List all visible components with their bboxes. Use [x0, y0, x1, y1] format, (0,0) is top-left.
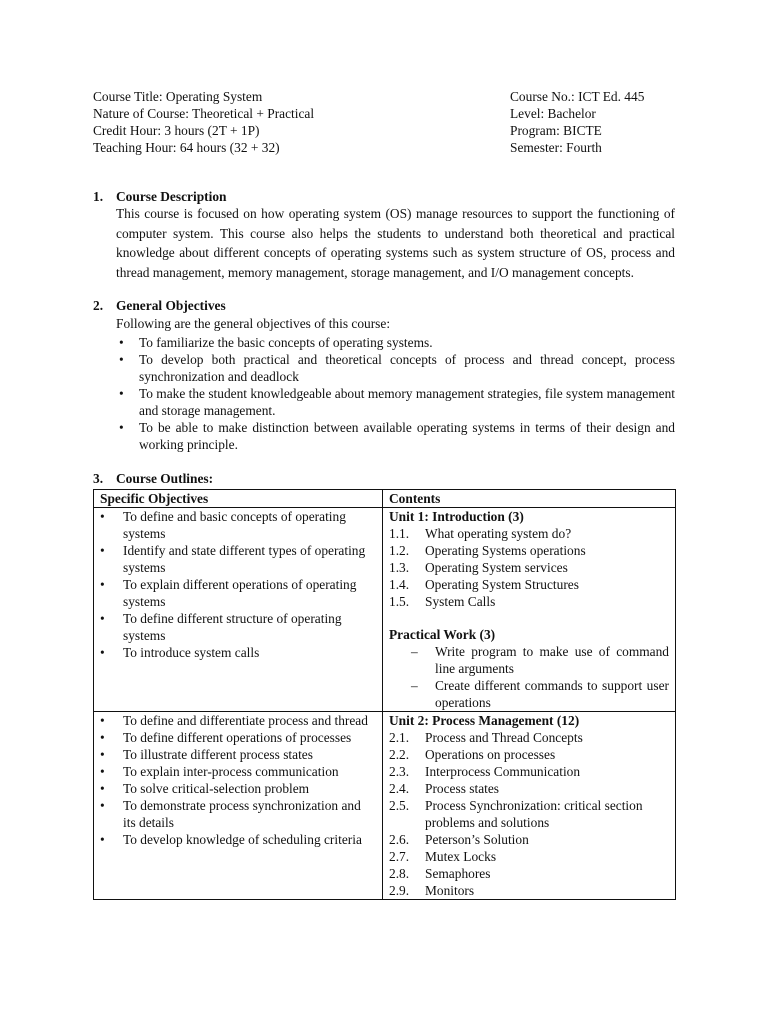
specific-objectives-list — [100, 712, 376, 848]
section-title: Course Description — [116, 189, 227, 204]
course-level: Level: Bachelor — [510, 106, 596, 121]
course-title: Course Title: Operating System — [93, 89, 263, 104]
bullet-icon: • — [100, 832, 105, 847]
section-heading — [93, 188, 675, 205]
topic-item: 2.2. Operations on processes — [389, 747, 556, 762]
teaching-hour: Teaching Hour: 64 hours (32 + 32) — [93, 140, 280, 155]
topic-item: 2.8. Semaphores — [389, 866, 491, 881]
topic-item: 2.1. Process and Thread Concepts — [389, 730, 583, 745]
contents-cell — [383, 508, 676, 712]
list-item: • To define different operations of processes — [100, 730, 352, 745]
section-title: Course Outlines: — [116, 471, 214, 486]
column-header-contents: Contents — [383, 490, 676, 508]
topic-item: 1.1. What operating system do? — [389, 526, 572, 541]
credit-hour: Credit Hour: 3 hours (2T + 1P) — [93, 123, 260, 138]
course-info-right — [510, 88, 644, 156]
list-item: • Identify and state different types of operating systems — [100, 543, 366, 575]
table-row — [94, 712, 676, 900]
list-item: • To explain different operations of operating systems — [100, 577, 357, 609]
unit-title: Unit 1: Introduction (3) — [389, 509, 524, 524]
section-number: 1. — [93, 189, 104, 204]
list-item: • To illustrate different process states — [100, 747, 313, 762]
topic-item: 1.5. System Calls — [389, 594, 496, 609]
bullet-icon: • — [119, 335, 124, 350]
general-objectives-section — [93, 297, 675, 453]
list-item: • To explain inter-process communication — [100, 764, 339, 779]
list-item: • To define different structure of operating systems — [100, 611, 342, 643]
course-info-left — [93, 88, 314, 156]
course-description-text: This course is focused on how operating system (OS) manage resources to support the functioning of computer system. This course also helps the students to understand both theoretical and practical knowledge about different concepts of operating systems such as system structure of OS, process and thread management, memory management, storage management, and I/O management concepts. — [116, 206, 675, 280]
column-header-objectives: Specific Objectives — [94, 490, 383, 508]
contents-cell — [383, 712, 676, 900]
topic-item: 2.4. Process states — [389, 781, 500, 796]
course-program: Program: BICTE — [510, 123, 602, 138]
bullet-icon: • — [100, 764, 105, 779]
bullet-icon: • — [100, 543, 105, 558]
list-item: • To define and differentiate process and thread — [100, 713, 368, 728]
course-outlines-section — [93, 470, 675, 900]
list-item: • To define and basic concepts of operating systems — [100, 509, 346, 541]
bullet-icon: • — [119, 352, 124, 367]
section-number: 2. — [93, 298, 104, 313]
dash-icon: – — [411, 644, 418, 659]
unit-title: Unit 2: Process Management (12) — [389, 713, 580, 728]
practical-item: – Write program to make use of command line arguments — [411, 644, 669, 676]
table-header-row — [94, 490, 676, 508]
course-nature: Nature of Course: Theoretical + Practical — [93, 106, 315, 121]
topic-item: 1.3. Operating System services — [389, 560, 568, 575]
bullet-icon: • — [119, 386, 124, 401]
topic-item: 2.9. Monitors — [389, 883, 475, 898]
practical-work-title: Practical Work (3) — [389, 627, 496, 642]
objectives-intro: Following are the general objectives of this course: — [116, 316, 391, 331]
bullet-icon: • — [100, 577, 105, 592]
list-item: • To be able to make distinction between available operating systems in terms of their design and working principle. — [119, 420, 675, 452]
bullet-icon: • — [119, 420, 124, 435]
bullet-icon: • — [100, 747, 105, 762]
section-number: 3. — [93, 471, 104, 486]
objectives-body — [93, 315, 675, 453]
table-row — [94, 508, 676, 712]
course-description-section — [93, 188, 675, 282]
list-item: • To familiarize the basic concepts of operating systems. — [119, 335, 433, 350]
bullet-icon: • — [100, 798, 105, 813]
dash-icon: – — [411, 678, 418, 693]
course-info-header — [93, 88, 675, 156]
section-title: General Objectives — [116, 298, 226, 313]
objectives-cell — [94, 508, 383, 712]
syllabus-page — [93, 88, 675, 900]
specific-objectives-list — [100, 508, 376, 661]
topic-item: 2.3. Interprocess Communication — [389, 764, 581, 779]
topic-item: 1.2. Operating Systems operations — [389, 543, 586, 558]
section-heading — [93, 470, 675, 487]
bullet-icon: • — [100, 645, 105, 660]
course-semester: Semester: Fourth — [510, 140, 602, 155]
list-item: • To make the student knowledgeable about memory management strategies, file system management and storage management. — [119, 386, 676, 418]
section-heading — [93, 297, 675, 314]
list-item: • To introduce system calls — [100, 645, 260, 660]
bullet-icon: • — [100, 509, 105, 524]
bullet-icon: • — [100, 781, 105, 796]
bullet-icon: • — [100, 713, 105, 728]
topic-item: 1.4. Operating System Structures — [389, 577, 579, 592]
bullet-icon: • — [100, 611, 105, 626]
objectives-cell — [94, 712, 383, 900]
topic-item: 2.5. Process Synchronization: critical section problems and solutions — [389, 798, 643, 830]
list-item: • To develop knowledge of scheduling criteria — [100, 832, 362, 847]
list-item: • To solve critical-selection problem — [100, 781, 310, 796]
list-item: • To develop both practical and theoretical concepts of process and thread concept, process synchronization and deadlock — [119, 352, 675, 384]
bullet-icon: • — [100, 730, 105, 745]
topic-item: 2.7. Mutex Locks — [389, 849, 497, 864]
course-number: Course No.: ICT Ed. 445 — [510, 89, 645, 104]
objectives-list — [116, 334, 675, 453]
course-outline-table — [93, 489, 676, 900]
practical-item: – Create different commands to support user operations — [411, 678, 669, 710]
topic-item: 2.6. Peterson’s Solution — [389, 832, 529, 847]
list-item: • To demonstrate process synchronization and its details — [100, 798, 361, 830]
